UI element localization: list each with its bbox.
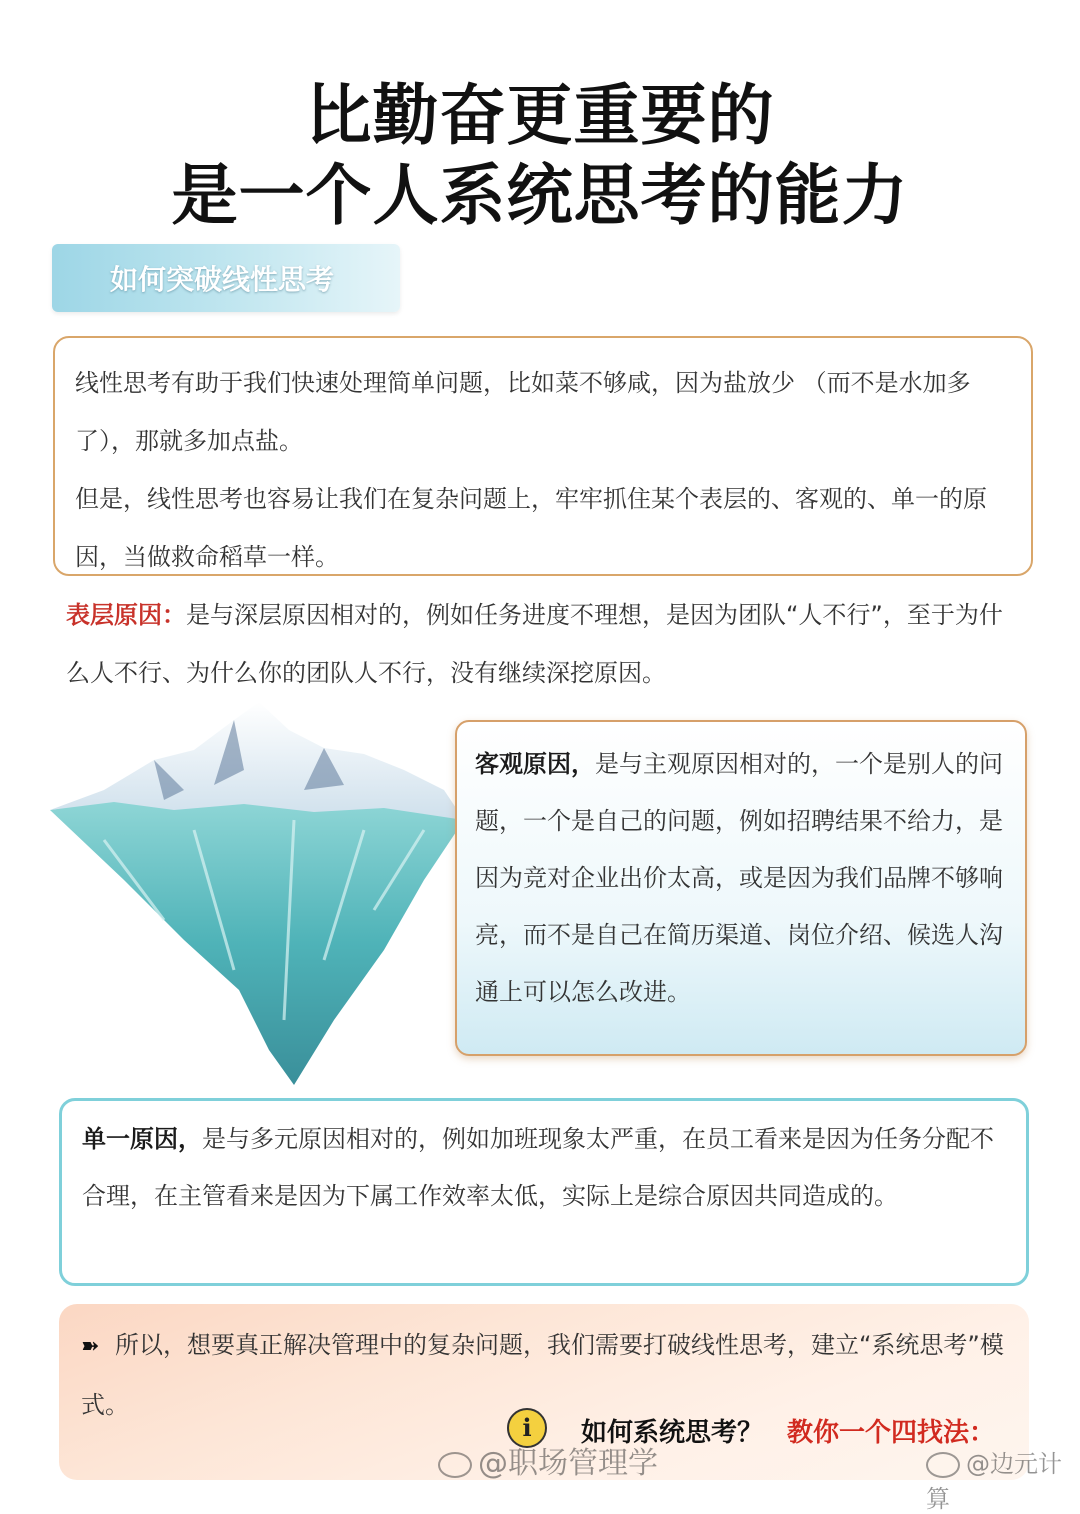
weibo-icon (926, 1452, 960, 1478)
weibo-icon (438, 1452, 472, 1478)
surface-cause-label: 表层原因： (66, 601, 186, 629)
watermark-right: @边元计算 (926, 1450, 1062, 1513)
arrow-icon: ➽ (81, 1334, 100, 1359)
single-cause-label: 单一原因， (82, 1125, 202, 1153)
watermark-left: @职场管理学 (438, 1438, 658, 1482)
iceberg-illustration (44, 690, 474, 1110)
single-cause-box (59, 1098, 1029, 1286)
linear-thinking-box (53, 336, 1033, 576)
linear-thinking-para-1: 线性思考有助于我们快速处理简单问题，比如菜不够咸，因为盐放少 （而不是水加多了），那就多加点盐。 (75, 369, 971, 455)
four-step-method: 教你一个四找法： (787, 1418, 996, 1448)
single-cause-text: 是与多元原因相对的，例如加班现象太严重，在员工看来是因为任务分配不合理，在主管看来是因为下属工作效率太低，实际上是综合原因共同造成的。 (82, 1125, 994, 1210)
section-tab-label: 如何突破线性思考 (110, 263, 335, 296)
objective-cause-label: 客观原因， (475, 750, 595, 778)
surface-cause-paragraph (66, 586, 1026, 702)
page-title-line-2: 是一个人系统思考的能力 (171, 157, 909, 234)
section-tab (52, 244, 400, 312)
objective-cause-text: 是与主观原因相对的，一个是别人的问题，一个是自己的问题，例如招聘结果不给力，是因为竞对企业出价太高，或是因为我们品牌不够响亮，而不是自己在简历渠道、岗位介绍、候选人沟通上可以怎么改进。 (475, 750, 1003, 1006)
info-icon: i (507, 1408, 547, 1448)
surface-cause-text: 是与深层原因相对的，例如任务进度不理想，是因为团队“人不行”，至于为什么人不行、为什么你的团队人不行，没有继续深挖原因。 (66, 601, 1003, 687)
page-title-line-1: 比勤奋更重要的 (305, 77, 775, 154)
how-to-question: 如何系统思考？ (581, 1418, 764, 1448)
linear-thinking-para-2: 但是，线性思考也容易让我们在复杂问题上，牢牢抓住某个表层的、客观的、单一的原因，当做救命稻草一样。 (75, 485, 987, 571)
conclusion-text: 所以，想要真正解决管理中的复杂问题，我们需要打破线性思考，建立“系统思考”模式。 (81, 1331, 1004, 1419)
objective-cause-box (455, 720, 1027, 1056)
